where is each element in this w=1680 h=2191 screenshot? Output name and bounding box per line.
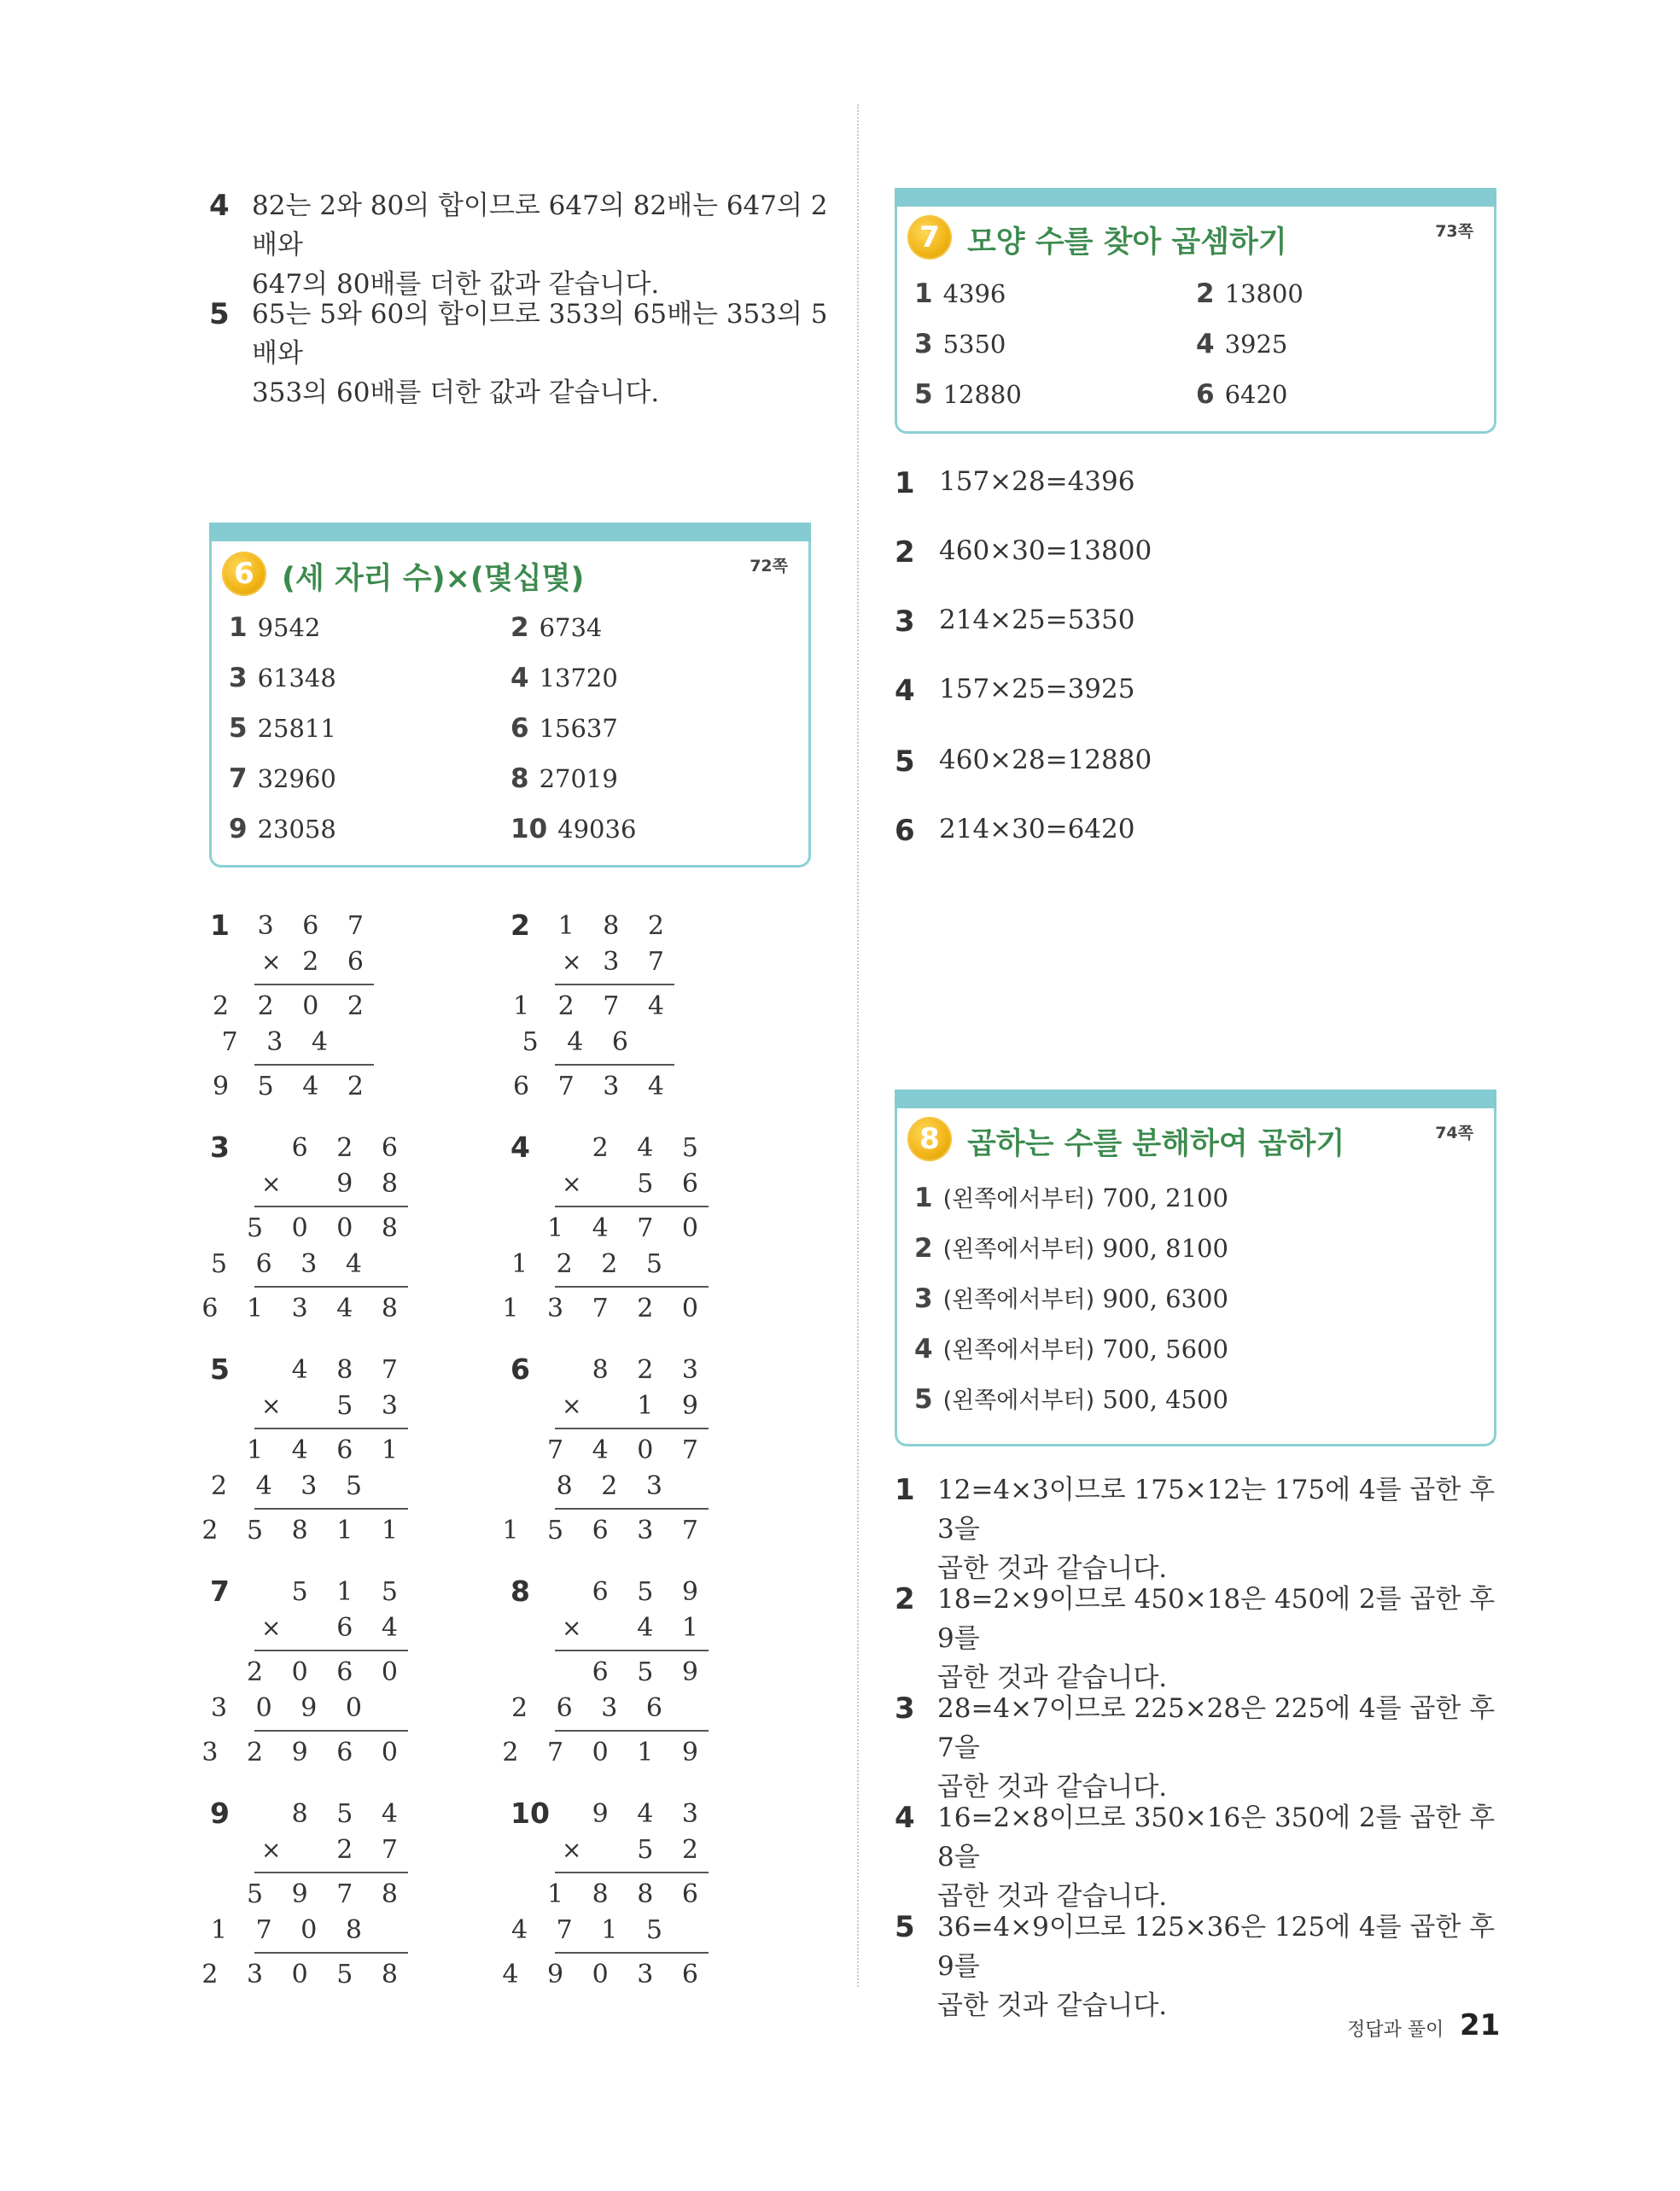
partial-product-2: 2 4 3 5 xyxy=(211,1471,372,1501)
section-badge: 8 xyxy=(909,1119,950,1160)
times-sign: × xyxy=(562,1836,582,1864)
problem-number: 4 xyxy=(510,1131,530,1164)
vertical-multiplication xyxy=(502,1131,709,1327)
problem-number: 8 xyxy=(510,1575,530,1608)
answer-item: 2 (왼쪽에서부터) 900, 8100 xyxy=(914,1233,1228,1264)
left-explanation-5 xyxy=(209,295,841,412)
rule-line xyxy=(555,1286,709,1288)
section-title: (세 자리 수)×(몇십몇) xyxy=(282,562,585,596)
explanation-8-5: 5 36=4×9이므로 125×36은 125에 4를 곱한 후 9를 곱한 것과 같습니다. xyxy=(895,1908,1509,2025)
answer-item: 9 23058 xyxy=(229,814,336,844)
equation-5: 5 460×28=12880 xyxy=(895,745,1152,779)
vertical-multiplication xyxy=(502,1353,709,1549)
answer-item: 6 15637 xyxy=(510,713,618,744)
partial-product-2: 5 4 6 xyxy=(522,1027,639,1057)
answer-box-8 xyxy=(895,1090,1496,1446)
times-sign: × xyxy=(261,1614,282,1642)
partial-product-1: 1 4 7 0 xyxy=(547,1213,709,1243)
answer-item: 4 13720 xyxy=(510,663,618,693)
problem-number: 9 xyxy=(210,1797,230,1830)
partial-product-1: 2 2 0 2 xyxy=(213,991,374,1021)
answer-item: 8 27019 xyxy=(510,763,618,794)
problem-number: 5 xyxy=(210,1353,230,1386)
rule-line xyxy=(555,984,674,985)
rule-line xyxy=(254,1508,408,1510)
product-result: 1 5 6 3 7 xyxy=(502,1516,709,1545)
explanation-8-2: 2 18=2×9이므로 450×18은 450에 2를 곱한 후 9를 곱한 것과 같습니다. xyxy=(895,1580,1509,1697)
explanation-line: 곱한 것과 같습니다. xyxy=(937,1553,1168,1584)
explanation-8-1: 1 12=4×3이므로 175×12는 175에 4를 곱한 후 3을 곱한 것과 같습니다. xyxy=(895,1470,1509,1588)
problem-number: 3 xyxy=(210,1131,230,1164)
partial-product-1: 5 0 0 8 xyxy=(247,1213,408,1243)
rule-line xyxy=(555,1064,674,1066)
problem-number: 7 xyxy=(210,1575,230,1608)
rule-line xyxy=(254,1428,408,1429)
answer-box-6 xyxy=(209,523,811,868)
product-result: 1 3 7 2 0 xyxy=(502,1294,709,1323)
section-title: 모양 수를 찾아 곱셈하기 xyxy=(967,225,1287,260)
partial-product-1: 7 4 0 7 xyxy=(547,1435,709,1465)
answer-item: 6 6420 xyxy=(1196,379,1288,410)
answer-item: 1 9542 xyxy=(229,612,321,643)
product-result: 2 3 0 5 8 xyxy=(201,1960,408,1989)
answer-item: 4 3925 xyxy=(1196,329,1288,359)
section-badge: 6 xyxy=(224,553,265,594)
times-sign: × xyxy=(261,1170,282,1198)
rule-line xyxy=(555,1650,709,1651)
partial-product-1: 6 5 9 xyxy=(592,1657,709,1687)
partial-product-2: 1 7 0 8 xyxy=(211,1915,372,1945)
answer-item: 5 12880 xyxy=(914,379,1022,410)
partial-product-2: 1 2 2 5 xyxy=(511,1249,673,1279)
multiplier: 5 6 xyxy=(637,1169,709,1199)
answer-item: 1 4396 xyxy=(914,278,1006,309)
rule-line xyxy=(254,1650,408,1651)
explanation-8-3: 3 28=4×7이므로 225×28은 225에 4를 곱한 후 7을 곱한 것과 같습니다. xyxy=(895,1689,1509,1807)
partial-product-2: 8 2 3 xyxy=(556,1471,673,1501)
problem-number: 2 xyxy=(510,909,530,942)
explanation-line: 353의 60배를 더한 값과 같습니다. xyxy=(252,377,660,408)
item-number: 4 xyxy=(209,189,230,223)
rule-line xyxy=(254,1872,408,1873)
answer-item: 10 49036 xyxy=(510,814,637,844)
equation-1: 1 157×28=4396 xyxy=(895,466,1135,500)
partial-product-1: 1 4 6 1 xyxy=(247,1435,408,1465)
section-badge: 7 xyxy=(909,217,950,258)
multiplicand: 6 2 6 xyxy=(291,1133,408,1163)
rule-line xyxy=(555,1952,709,1954)
rule-line xyxy=(254,1206,408,1207)
multiplier: 5 2 xyxy=(637,1835,709,1865)
multiplier: 1 9 xyxy=(637,1391,709,1421)
equation-3: 3 214×25=5350 xyxy=(895,605,1135,639)
answer-item: 2 6734 xyxy=(510,612,603,643)
explanation-line: 65는 5와 60의 합이므로 353의 65배는 353의 5배와 xyxy=(252,299,828,369)
answer-box-7 xyxy=(895,188,1496,434)
partial-product-1: 1 8 8 6 xyxy=(547,1879,709,1909)
product-result: 3 2 9 6 0 xyxy=(201,1738,408,1767)
multiplicand: 9 4 3 xyxy=(592,1799,709,1829)
explanation-line: 곱한 것과 같습니다. xyxy=(937,1881,1168,1912)
times-sign: × xyxy=(562,1614,582,1642)
vertical-multiplication xyxy=(210,909,374,1105)
times-sign: × xyxy=(562,1170,582,1198)
explanation-line: 18=2×9이므로 450×18은 450에 2를 곱한 후 9를 xyxy=(937,1584,1496,1654)
answer-item: 5 (왼쪽에서부터) 500, 4500 xyxy=(914,1384,1228,1415)
page-reference: 72쪽 xyxy=(750,557,788,576)
partial-product-2: 5 6 3 4 xyxy=(211,1249,372,1279)
product-result: 4 9 0 3 6 xyxy=(502,1960,709,1989)
vertical-multiplication xyxy=(201,1131,408,1327)
vertical-multiplication xyxy=(510,909,674,1105)
rule-line xyxy=(254,1286,408,1288)
multiplicand: 6 5 9 xyxy=(592,1577,709,1607)
partial-product-2: 7 3 4 xyxy=(221,1027,338,1057)
partial-product-2: 4 7 1 5 xyxy=(511,1915,673,1945)
left-explanation-4 xyxy=(209,186,841,304)
explanation-line: 곱한 것과 같습니다. xyxy=(937,1662,1168,1693)
multiplier: 2 7 xyxy=(336,1835,408,1865)
vertical-multiplication xyxy=(201,1353,408,1549)
equation-2: 2 460×30=13800 xyxy=(895,535,1152,570)
rule-line xyxy=(555,1872,709,1873)
rule-line xyxy=(254,1064,374,1066)
rule-line xyxy=(555,1206,709,1207)
answer-item: 4 (왼쪽에서부터) 700, 5600 xyxy=(914,1334,1228,1364)
explanation-line: 12=4×3이므로 175×12는 175에 4를 곱한 후 3을 xyxy=(937,1475,1496,1545)
explanation-line: 곱한 것과 같습니다. xyxy=(937,1990,1168,2021)
box-header-bar xyxy=(895,1090,1496,1108)
multiplicand: 2 4 5 xyxy=(592,1133,709,1163)
vertical-multiplication xyxy=(502,1797,709,1993)
multiplicand: 3 6 7 xyxy=(257,911,374,941)
explanation-line: 647의 80배를 더한 값과 같습니다. xyxy=(252,269,660,300)
product-result: 6 7 3 4 xyxy=(513,1072,674,1101)
equation-4: 4 157×25=3925 xyxy=(895,674,1135,708)
answer-item: 7 32960 xyxy=(229,763,336,794)
multiplier: 9 8 xyxy=(336,1169,408,1199)
times-sign: × xyxy=(562,948,582,976)
answer-item: 2 13800 xyxy=(1196,278,1304,309)
multiplicand: 1 8 2 xyxy=(557,911,674,941)
partial-product-1: 2 0 6 0 xyxy=(247,1657,408,1687)
rule-line xyxy=(555,1508,709,1510)
product-result: 6 1 3 4 8 xyxy=(201,1294,408,1323)
footer-label: 정답과 풀이 xyxy=(1347,2019,1444,2041)
problem-number: 10 xyxy=(510,1797,550,1830)
multiplier: 4 1 xyxy=(637,1613,709,1643)
page-reference: 73쪽 xyxy=(1435,222,1473,241)
answer-item: 3 (왼쪽에서부터) 900, 6300 xyxy=(914,1283,1228,1314)
partial-product-1: 1 2 7 4 xyxy=(513,991,674,1021)
explanation-line: 36=4×9이므로 125×36은 125에 4를 곱한 후 9를 xyxy=(937,1912,1496,1982)
partial-product-2: 3 0 9 0 xyxy=(211,1693,372,1723)
explanation-line: 82는 2와 80의 합이므로 647의 82배는 647의 2배와 xyxy=(252,190,828,260)
vertical-multiplication xyxy=(502,1575,709,1771)
rule-line xyxy=(254,1730,408,1732)
answer-item: 3 5350 xyxy=(914,329,1006,359)
multiplicand: 5 1 5 xyxy=(291,1577,408,1607)
problem-number: 1 xyxy=(210,909,230,942)
box-header-bar xyxy=(209,523,811,541)
multiplicand: 8 5 4 xyxy=(291,1799,408,1829)
product-result: 2 5 8 1 1 xyxy=(201,1516,408,1545)
explanation-line: 28=4×7이므로 225×28은 225에 4를 곱한 후 7을 xyxy=(937,1693,1496,1763)
answer-item: 1 (왼쪽에서부터) 700, 2100 xyxy=(914,1183,1228,1213)
multiplier: 2 6 xyxy=(302,947,374,977)
multiplier: 6 4 xyxy=(336,1613,408,1643)
column-divider xyxy=(857,104,859,1987)
times-sign: × xyxy=(562,1392,582,1420)
explanation-line: 곱한 것과 같습니다. xyxy=(937,1772,1168,1802)
partial-product-2: 2 6 3 6 xyxy=(511,1693,673,1723)
times-sign: × xyxy=(261,1836,282,1864)
item-number: 5 xyxy=(209,297,230,331)
multiplier: 5 3 xyxy=(336,1391,408,1421)
times-sign: × xyxy=(261,948,282,976)
explanation-line: 16=2×8이므로 350×16은 350에 2를 곱한 후 8을 xyxy=(937,1802,1496,1873)
rule-line xyxy=(254,1952,408,1954)
times-sign: × xyxy=(261,1392,282,1420)
rule-line xyxy=(555,1730,709,1732)
multiplicand: 8 2 3 xyxy=(592,1355,709,1385)
vertical-multiplication xyxy=(201,1797,408,1993)
multiplier: 3 7 xyxy=(603,947,674,977)
explanation-8-4: 4 16=2×8이므로 350×16은 350에 2를 곱한 후 8을 곱한 것과 같습니다. xyxy=(895,1798,1509,1916)
problem-number: 6 xyxy=(510,1353,530,1386)
vertical-multiplication xyxy=(201,1575,408,1771)
multiplicand: 4 8 7 xyxy=(291,1355,408,1385)
page-reference: 74쪽 xyxy=(1435,1124,1473,1142)
product-result: 9 5 4 2 xyxy=(213,1072,374,1101)
box-header-bar xyxy=(895,188,1496,207)
page-number: 21 xyxy=(1460,2008,1501,2042)
answer-item: 3 61348 xyxy=(229,663,336,693)
equation-6: 6 214×30=6420 xyxy=(895,814,1135,848)
product-result: 2 7 0 1 9 xyxy=(502,1738,709,1767)
partial-product-1: 5 9 7 8 xyxy=(247,1879,408,1909)
section-title: 곱하는 수를 분해하여 곱하기 xyxy=(967,1127,1345,1161)
rule-line xyxy=(254,984,374,985)
answer-item: 5 25811 xyxy=(229,713,336,744)
rule-line xyxy=(555,1428,709,1429)
